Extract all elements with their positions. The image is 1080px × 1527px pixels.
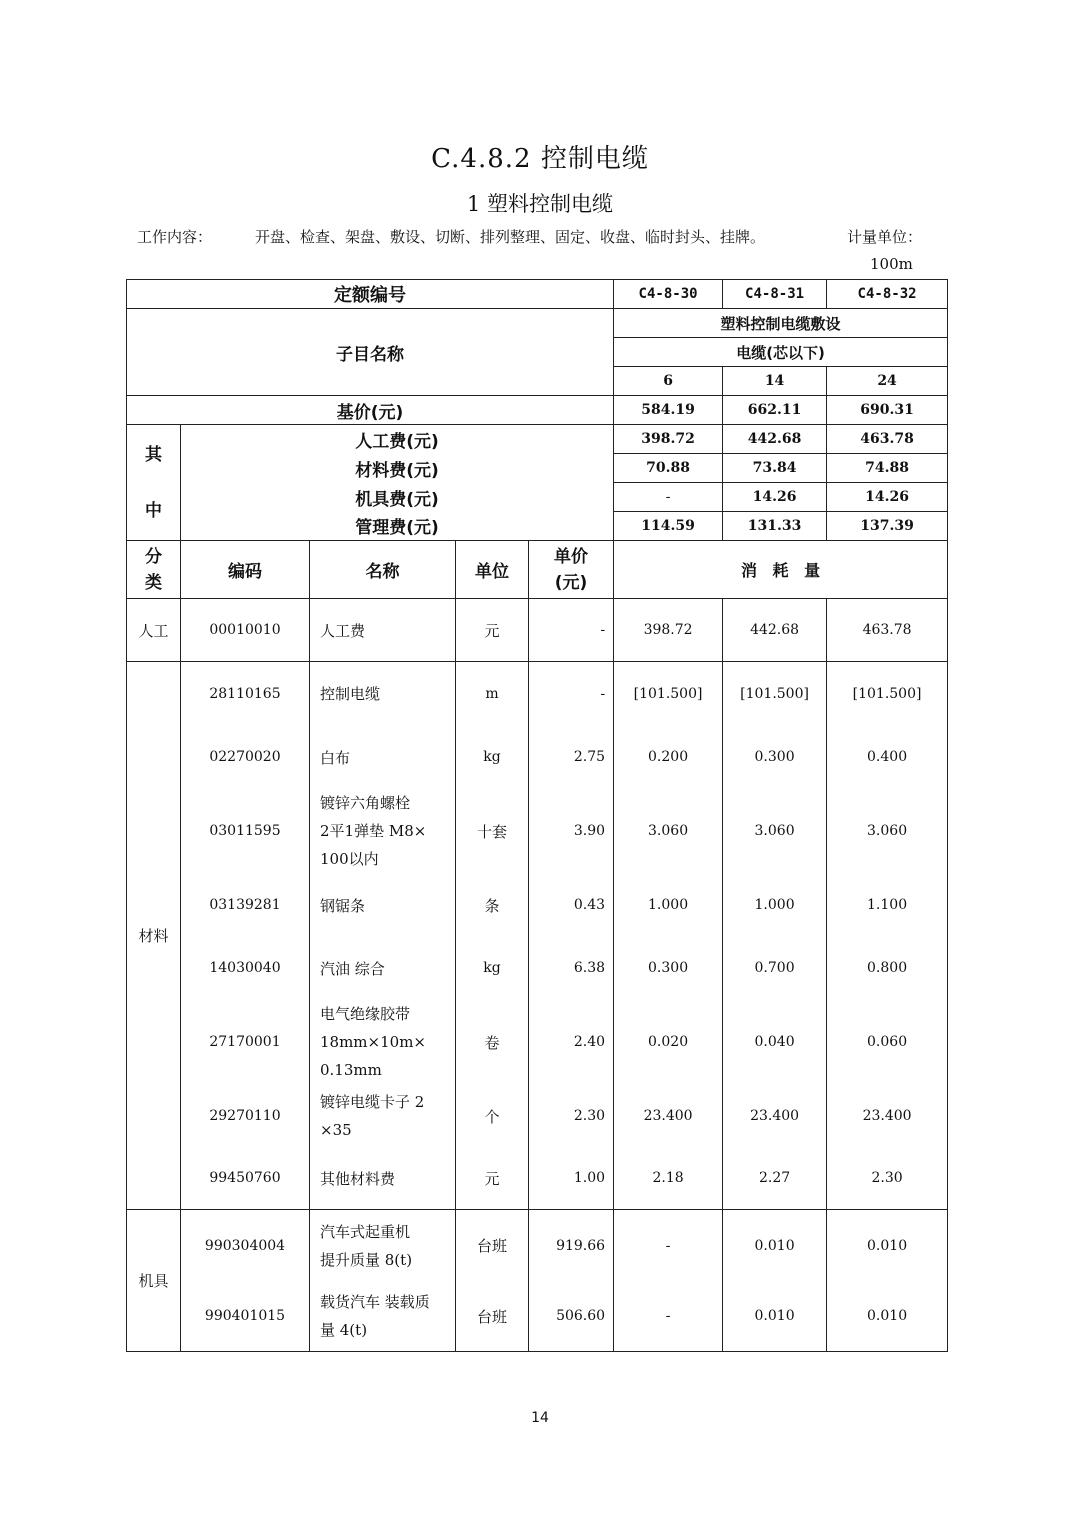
material-name-line: 18mm×10m×: [320, 1033, 426, 1051]
material-price: 2.30: [529, 1085, 614, 1148]
item-name-line1: 塑料控制电缆敷设: [614, 309, 948, 338]
material-unit: kg: [456, 726, 529, 789]
quota-code: C4-8-31: [723, 280, 827, 309]
material-name: [310, 662, 456, 726]
base-price: 584.19: [614, 396, 723, 425]
material-value: 3.060: [723, 789, 827, 874]
machinery-code: 990401015: [181, 1282, 310, 1352]
labor-value: 463.78: [827, 599, 948, 662]
material-unit: kg: [456, 937, 529, 1000]
cost-label: 管理费(元): [181, 512, 614, 541]
labor-row: [127, 599, 948, 662]
subsection-title: 1 塑料控制电缆: [466, 192, 614, 216]
material-value: 0.700: [723, 937, 827, 1000]
category-header-2: 类: [145, 572, 162, 593]
material-name: [310, 874, 456, 937]
material-unit: 卷: [456, 1000, 529, 1085]
material-name-line: 其他材料费: [320, 1169, 396, 1188]
material-price: 2.40: [529, 1000, 614, 1085]
price-header-2: (元): [554, 572, 588, 593]
material-value: 1.000: [723, 874, 827, 937]
quota-code: C4-8-32: [827, 280, 948, 309]
material-value: [101.500]: [723, 662, 827, 726]
material-value: 0.300: [614, 937, 723, 1000]
machinery-row: [127, 1282, 948, 1352]
price-header: [529, 541, 614, 599]
quota-table: [126, 279, 948, 1352]
cost-value: -: [614, 483, 723, 512]
machinery-name-line: 提升质量 8(t): [320, 1250, 413, 1269]
material-value: 23.400: [723, 1085, 827, 1148]
machinery-unit: 台班: [456, 1282, 529, 1352]
material-name: [310, 1085, 456, 1148]
material-row: [127, 1085, 948, 1148]
machinery-value: -: [614, 1282, 723, 1352]
cost-value: 74.88: [827, 454, 948, 483]
cost-value: 442.68: [723, 425, 827, 454]
labor-code: 00010010: [181, 599, 310, 662]
price-header-1: 单价: [554, 546, 589, 567]
quota-code-label: 定额编号: [127, 280, 614, 309]
labor-value: 442.68: [723, 599, 827, 662]
machinery-value: -: [614, 1210, 723, 1282]
material-price: 1.00: [529, 1148, 614, 1210]
material-value: 23.400: [827, 1085, 948, 1148]
base-price-label: 基价(元): [127, 396, 614, 425]
material-code: 03139281: [181, 874, 310, 937]
material-value: [101.500]: [614, 662, 723, 726]
work-content-label: 工作内容：: [137, 228, 213, 246]
category-header: [127, 541, 181, 599]
material-value: 1.000: [614, 874, 723, 937]
material-name: [310, 1000, 456, 1085]
machinery-category: 机具: [127, 1210, 181, 1352]
cost-label: 材料费(元): [181, 454, 614, 483]
material-unit: 十套: [456, 789, 529, 874]
machinery-name-line: 汽车式起重机: [320, 1222, 411, 1241]
machinery-name-line: 载货汽车 装载质: [320, 1293, 430, 1312]
material-code: 28110165: [181, 662, 310, 726]
material-name-line: 2平1弹垫 M8×: [320, 822, 427, 840]
cost-row: [127, 425, 948, 454]
cost-value: 73.84: [723, 454, 827, 483]
name-header: 名称: [310, 541, 456, 599]
material-value: [101.500]: [827, 662, 948, 726]
unit-header: 单位: [456, 541, 529, 599]
material-price: 3.90: [529, 789, 614, 874]
material-name-line: 电气绝缘胶带: [320, 1005, 411, 1023]
materials-category: 材料: [127, 662, 181, 1210]
cost-row: [127, 454, 948, 483]
machinery-value: 0.010: [827, 1282, 948, 1352]
consumption-header: 消 耗 量: [614, 541, 948, 599]
material-value: 0.300: [723, 726, 827, 789]
cost-value: 131.33: [723, 512, 827, 541]
labor-unit: 元: [456, 599, 529, 662]
item-name-row: [127, 309, 948, 338]
section-title: C.4.8.2 控制电缆: [431, 144, 649, 174]
material-value: 0.040: [723, 1000, 827, 1085]
material-value: 3.060: [614, 789, 723, 874]
material-name: [310, 789, 456, 874]
material-name-line: 白布: [320, 748, 351, 767]
machinery-value: 0.010: [723, 1210, 827, 1282]
material-code: 99450760: [181, 1148, 310, 1210]
among-label-1: 其: [145, 444, 162, 465]
quota-code-row: [127, 280, 948, 309]
machinery-unit: 台班: [456, 1210, 529, 1282]
item-name-line2: 电缆(芯以下): [614, 338, 948, 367]
material-price: -: [529, 662, 614, 726]
material-name-line: 100以内: [320, 850, 379, 868]
cost-row: [127, 483, 948, 512]
material-value: 0.200: [614, 726, 723, 789]
base-price-row: [127, 396, 948, 425]
unit-value: 100m: [870, 255, 913, 273]
material-value: 0.400: [827, 726, 948, 789]
material-row: [127, 1148, 948, 1210]
core-count: 24: [827, 367, 948, 396]
quota-code: C4-8-30: [614, 280, 723, 309]
machinery-name: [310, 1210, 456, 1282]
item-name-label: 子目名称: [127, 309, 614, 396]
among-label-2: 中: [145, 500, 162, 521]
material-name-line: 控制电缆: [320, 685, 381, 704]
material-code: 03011595: [181, 789, 310, 874]
material-name-line: 钢锯条: [320, 896, 366, 915]
material-name: [310, 1148, 456, 1210]
core-count: 6: [614, 367, 723, 396]
material-value: 23.400: [614, 1085, 723, 1148]
material-row: [127, 937, 948, 1000]
material-row: [127, 874, 948, 937]
labor-name: 人工费: [310, 599, 456, 662]
material-price: 2.75: [529, 726, 614, 789]
machinery-value: 0.010: [723, 1282, 827, 1352]
cost-value: 14.26: [827, 483, 948, 512]
material-price: 0.43: [529, 874, 614, 937]
category-header-1: 分: [145, 546, 162, 567]
code-header: 编码: [181, 541, 310, 599]
labor-value: 398.72: [614, 599, 723, 662]
machinery-value: 0.010: [827, 1210, 948, 1282]
machinery-name-line: 量 4(t): [320, 1321, 368, 1340]
cost-value: 114.59: [614, 512, 723, 541]
core-count: 14: [723, 367, 827, 396]
material-row: [127, 789, 948, 874]
material-name: [310, 726, 456, 789]
material-code: 29270110: [181, 1085, 310, 1148]
machinery-name: [310, 1282, 456, 1352]
among-label: [127, 425, 181, 541]
material-code: 02270020: [181, 726, 310, 789]
cost-value: 14.26: [723, 483, 827, 512]
material-name-line: 镀锌电缆卡子 2: [320, 1093, 425, 1111]
cost-value: 137.39: [827, 512, 948, 541]
material-row: [127, 1000, 948, 1085]
material-value: 0.020: [614, 1000, 723, 1085]
material-row: [127, 662, 948, 726]
material-value: 1.100: [827, 874, 948, 937]
material-name: [310, 937, 456, 1000]
material-name-line: 0.13mm: [320, 1061, 382, 1079]
material-code: 14030040: [181, 937, 310, 1000]
unit-label: 计量单位：: [847, 228, 923, 246]
material-value: 2.18: [614, 1148, 723, 1210]
material-name-line: 镀锌六角螺栓: [320, 794, 411, 812]
material-value: 0.800: [827, 937, 948, 1000]
base-price: 690.31: [827, 396, 948, 425]
machinery-price: 919.66: [529, 1210, 614, 1282]
page-number: 14: [531, 1410, 549, 1426]
material-price: 6.38: [529, 937, 614, 1000]
material-row: [127, 726, 948, 789]
material-name-line: 汽油 综合: [320, 959, 385, 978]
labor-category: 人工: [127, 599, 181, 662]
material-value: 2.30: [827, 1148, 948, 1210]
material-value: 3.060: [827, 789, 948, 874]
machinery-price: 506.60: [529, 1282, 614, 1352]
machinery-code: 990304004: [181, 1210, 310, 1282]
material-unit: m: [456, 662, 529, 726]
machinery-row: [127, 1210, 948, 1282]
material-name-line: ×35: [320, 1121, 352, 1139]
material-unit: 个: [456, 1085, 529, 1148]
cost-label: 人工费(元): [181, 425, 614, 454]
work-content-text: 开盘、检查、架盘、敷设、切断、排列整理、固定、收盘、临时封头、挂牌。: [255, 228, 766, 246]
material-value: 0.060: [827, 1000, 948, 1085]
cost-value: 463.78: [827, 425, 948, 454]
material-code: 27170001: [181, 1000, 310, 1085]
cost-value: 398.72: [614, 425, 723, 454]
material-unit: 元: [456, 1148, 529, 1210]
labor-price: -: [529, 599, 614, 662]
material-unit: 条: [456, 874, 529, 937]
material-value: 2.27: [723, 1148, 827, 1210]
cost-row: [127, 512, 948, 541]
cost-value: 70.88: [614, 454, 723, 483]
column-header-row: [127, 541, 948, 599]
base-price: 662.11: [723, 396, 827, 425]
cost-label: 机具费(元): [181, 483, 614, 512]
